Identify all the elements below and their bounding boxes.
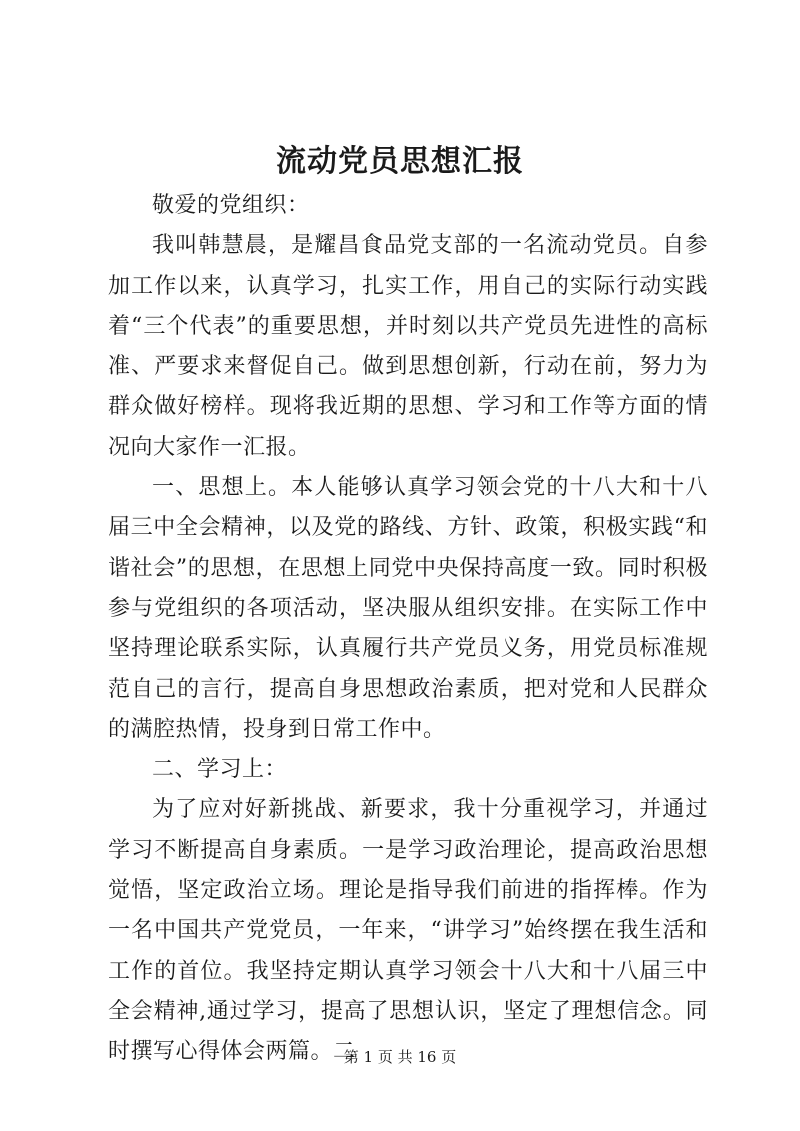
salutation-paragraph: 敬爱的党组织： <box>152 193 310 218</box>
document-body <box>108 186 708 1073</box>
thought-section-paragraph: 一、思想上。本人能够认真学习领会党的十八大和十八届三中全会精神，以及党的路线、方针、政策，积极实践“和谐社会”的思想，在思想上同党中央保持高度一致。同时积极参与党组织的各项活动，坚决服从组织安排。在实际工作中坚持理论联系实际，认真履行共产党员义务，用党员标准规范自己的言行，提高自身思想政治素质，把对党和人民群众的满腔热情，投身到日常工作中。 <box>108 475 708 742</box>
intro-paragraph: 我叫韩慧晨，是耀昌食品党支部的一名流动党员。自参加工作以来，认真学习，扎实工作，用自己的实际行动实践着“三个代表”的重要思想，并时刻以共产党员先进性的高标准、严要求来督促自己。做到思想创新，行动在前，努力为群众做好榜样。现将我近期的思想、学习和工作等方面的情况向大家作一汇报。 <box>108 233 708 460</box>
page-footer: 第 1 页 共 16 页 <box>343 1048 457 1066</box>
study-section-heading: 二、学习上： <box>152 757 288 783</box>
document-title: 流动党员思想汇报 <box>276 144 524 179</box>
study-section-paragraph: 为了应对好新挑战、新要求，我十分重视学习，并通过学习不断提高自身素质。一是学习政治理论，提高政治思想觉悟，坚定政治立场。理论是指导我们前进的指挥棒。作为一名中国共产党党员，一年来，“讲学习”始终摆在我生活和工作的首位。我坚持定期认真学习领会十八大和十八届三中全会精神,通过学习，提高了思想认识，坚定了理想信念。同时撰写心得体会两篇。二 <box>108 797 708 1065</box>
